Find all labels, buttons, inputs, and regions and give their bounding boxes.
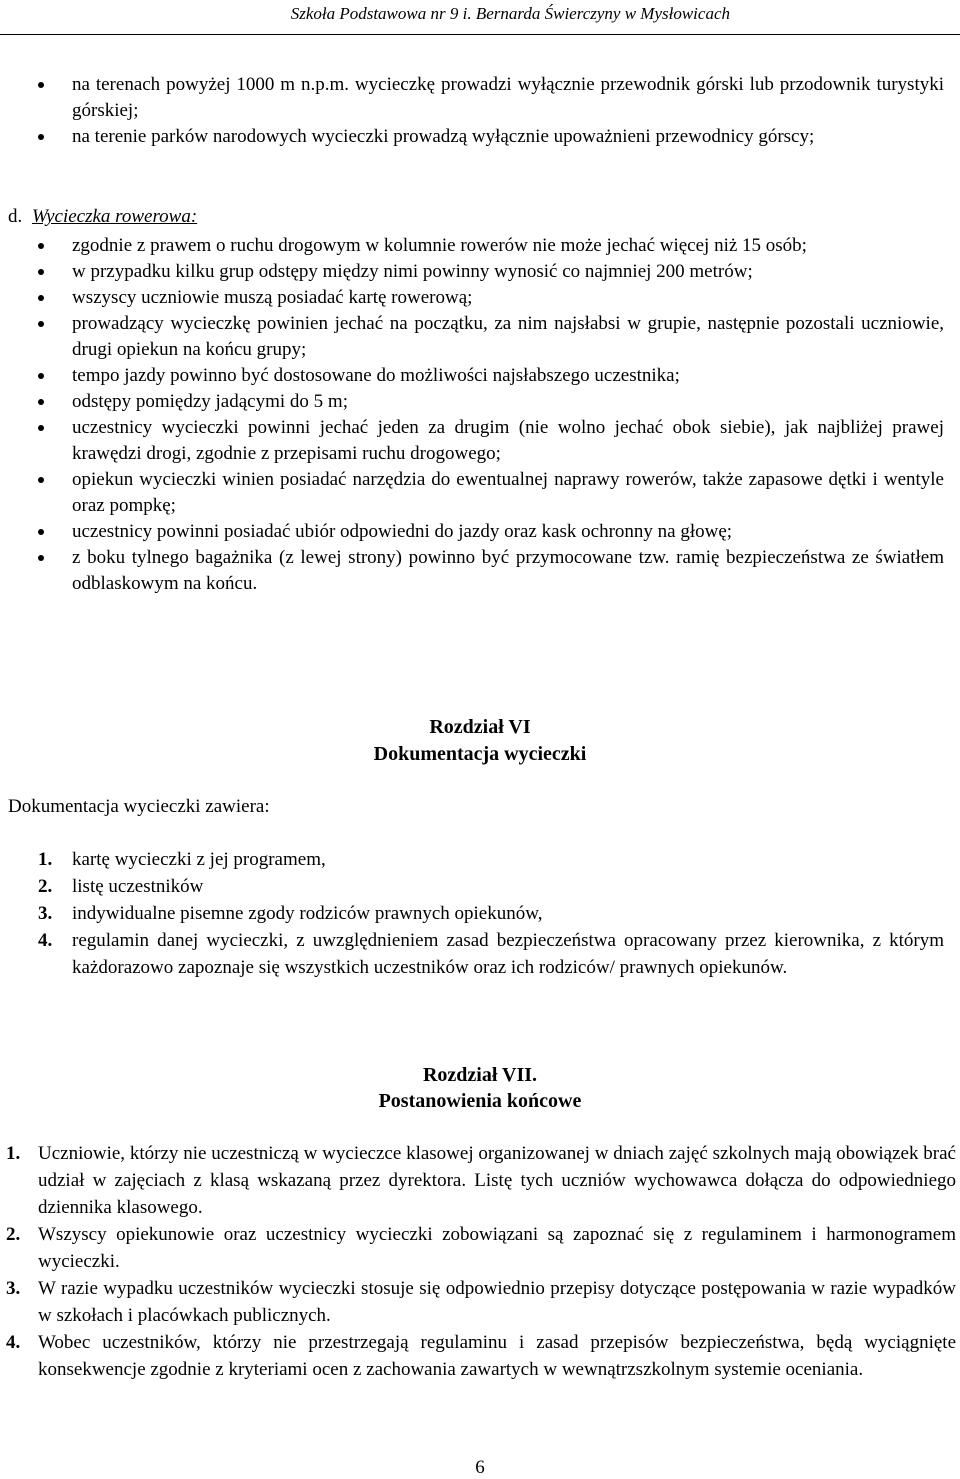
list-item bbox=[0, 1221, 960, 1275]
list-item bbox=[0, 415, 960, 467]
list-item bbox=[0, 1275, 960, 1329]
bullet-icon bbox=[38, 295, 44, 301]
list-item-number: 1. bbox=[6, 1143, 21, 1164]
documentation-intro: Dokumentacja wycieczki zawiera: bbox=[8, 796, 270, 817]
page-number: 6 bbox=[475, 1457, 485, 1478]
bullet-icon bbox=[38, 373, 44, 379]
bullet-icon bbox=[38, 555, 44, 561]
list-item-text: z boku tylnego bagażnika (z lewej strony) powinno być przymocowane tzw. ramię bezpieczeństwa ze światłem odblaskowym na końcu. bbox=[72, 547, 944, 594]
list-item bbox=[0, 72, 960, 124]
list-item-text: Wszyscy opiekunowie oraz uczestnicy wycieczki zobowiązani są zapoznać się z regulaminem i harmonogramem wycieczki. bbox=[38, 1224, 956, 1272]
list-item-text: na terenie parków narodowych wycieczki prowadzą wyłącznie upoważnieni przewodnicy górscy; bbox=[72, 126, 815, 147]
list-item-text: tempo jazdy powinno być dostosowane do możliwości najsłabszego uczestnika; bbox=[72, 365, 680, 386]
bullet-icon bbox=[38, 399, 44, 405]
list-item-text: Uczniowie, którzy nie uczestniczą w wycieczce klasowej organizowanej w dniach zajęć szkolnych mają obowiązek brać udział w zajęciach z klasą wskazaną przez dyrektora. Listę tych uczniów wychowawca dołącza do odpowiedniego dziennika klasowego. bbox=[38, 1143, 956, 1218]
list-item bbox=[0, 927, 960, 981]
list-item-text: listę uczestników bbox=[72, 876, 204, 897]
list-item bbox=[0, 285, 960, 311]
list-item-text: na terenach powyżej 1000 m n.p.m. wycieczkę prowadzi wyłącznie przewodnik górski lub przodownik turystyki górskiej; bbox=[72, 74, 944, 121]
list-item-text: wszyscy uczniowie muszą posiadać kartę rowerową; bbox=[72, 287, 473, 308]
section-d-bullet-list bbox=[0, 233, 960, 597]
list-item bbox=[0, 363, 960, 389]
list-item-number: 2. bbox=[38, 876, 53, 897]
documentation-list bbox=[0, 846, 960, 981]
list-item bbox=[0, 900, 960, 927]
bullet-icon bbox=[38, 321, 44, 327]
list-item bbox=[0, 545, 960, 597]
list-item-number: 3. bbox=[38, 903, 53, 924]
list-item-number: 2. bbox=[6, 1224, 21, 1245]
list-item-text: Wobec uczestników, którzy nie przestrzegają regulaminu i zasad przepisów bezpieczeństwa, będą wyciągnięte konsekwencje zgodnie z kryteriami ocen z zachowania zawartych w wewnątrzszkolnym systemie oceniania. bbox=[38, 1332, 956, 1380]
list-item-text: kartę wycieczki z jej programem, bbox=[72, 849, 326, 870]
chapter-title: Dokumentacja wycieczki bbox=[373, 743, 587, 765]
list-item-text: W razie wypadku uczestników wycieczki stosuje się odpowiednio przepisy dotyczące postępowania w razie wypadków w szkołach i placówkach publicznych. bbox=[38, 1278, 956, 1326]
list-item-text: opiekun wycieczki winien posiadać narzędzia do ewentualnej naprawy rowerów, także zapasowe dętki i wentyle oraz pompkę; bbox=[72, 469, 944, 516]
list-item bbox=[0, 233, 960, 259]
list-item-text: regulamin danej wycieczki, z uwzględnieniem zasad bezpieczeństwa opracowany przez kierownika, z którym każdorazowo zapoznaje się wszystkich uczestników oraz ich rodziców/ prawnych opiekunów. bbox=[72, 930, 944, 978]
final-provisions-list bbox=[0, 1140, 960, 1383]
list-item-text: prowadzący wycieczkę powinien jechać na początku, za nim najsłabsi w grupie, następnie pozostali uczniowie, drugi opiekun na końcu grupy; bbox=[72, 313, 944, 360]
bullet-icon bbox=[38, 134, 44, 140]
section-title: Wycieczka rowerowa: bbox=[32, 206, 198, 227]
chapter-title: Postanowienia końcowe bbox=[378, 1090, 582, 1112]
bullet-icon bbox=[38, 529, 44, 535]
section-letter: d. bbox=[8, 206, 23, 227]
bullet-icon bbox=[38, 477, 44, 483]
bullet-icon bbox=[38, 82, 44, 88]
list-item-text: w przypadku kilku grup odstępy między nimi powinny wynosić co najmniej 200 metrów; bbox=[72, 261, 753, 282]
bullet-icon bbox=[38, 243, 44, 249]
chapter-number: Rozdział VI bbox=[429, 716, 531, 738]
top-bullet-list bbox=[0, 72, 960, 150]
list-item bbox=[0, 519, 960, 545]
list-item-number: 4. bbox=[38, 930, 53, 951]
bullet-icon bbox=[38, 269, 44, 275]
list-item bbox=[0, 389, 960, 415]
list-item-text: odstępy pomiędzy jadącymi do 5 m; bbox=[72, 391, 348, 412]
chapter-number: Rozdział VII. bbox=[422, 1064, 538, 1086]
list-item-number: 1. bbox=[38, 849, 53, 870]
bullet-icon bbox=[38, 425, 44, 431]
list-item bbox=[0, 1140, 960, 1221]
list-item bbox=[0, 1329, 960, 1383]
list-item bbox=[0, 873, 960, 900]
list-item-number: 3. bbox=[6, 1278, 21, 1299]
list-item-text: zgodnie z prawem o ruchu drogowym w kolumnie rowerów nie może jechać więcej niż 15 osób; bbox=[72, 235, 807, 256]
list-item bbox=[0, 467, 960, 519]
list-item-text: indywidualne pisemne zgody rodziców prawnych opiekunów, bbox=[72, 903, 543, 924]
list-item bbox=[0, 259, 960, 285]
page-header bbox=[0, 0, 960, 35]
list-item bbox=[0, 124, 960, 150]
school-name-header: Szkoła Podstawowa nr 9 i. Bernarda Świerczyny w Mysłowicach bbox=[290, 4, 730, 23]
list-item bbox=[0, 311, 960, 363]
list-item-text: uczestnicy powinni posiadać ubiór odpowiedni do jazdy oraz kask ochronny na głowę; bbox=[72, 521, 733, 542]
list-item bbox=[0, 846, 960, 873]
list-item-text: uczestnicy wycieczki powinni jechać jeden za drugim (nie wolno jechać obok siebie), jak najbliżej prawej krawędzi drogi, zgodnie z przepisami ruchu drogowego; bbox=[72, 417, 944, 464]
list-item-number: 4. bbox=[6, 1332, 21, 1353]
